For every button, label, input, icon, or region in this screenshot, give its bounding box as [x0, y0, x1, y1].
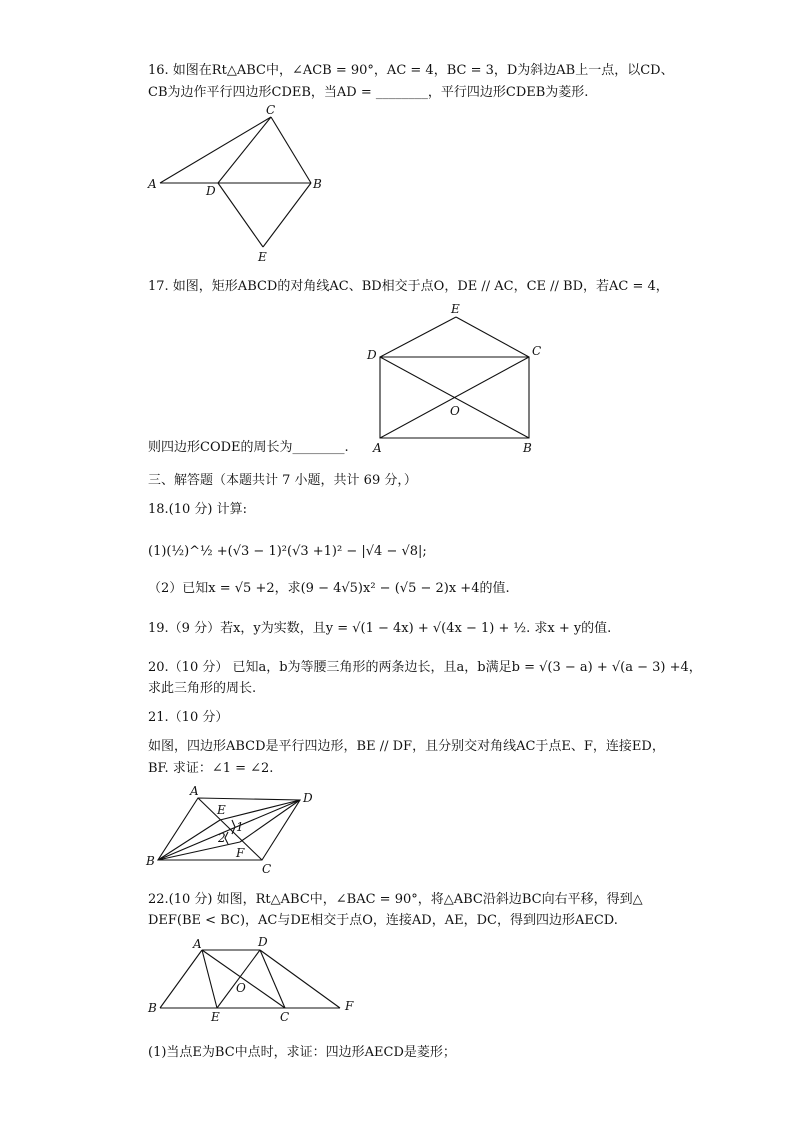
q17-label-a: A	[373, 441, 382, 455]
q17-text-line1: 17. 如图，矩形ABCD的对角线AC、BD相交于点O，DE // AC，CE // BD，若AC = 4，	[148, 279, 669, 294]
q21-text-line2: BF. 求证：∠1 = ∠2.	[148, 761, 274, 776]
q21-title: 21.（10 分）	[148, 710, 229, 725]
q22-figure	[140, 930, 370, 1025]
q17-label-o: O	[450, 404, 460, 418]
q22-part1: (1)当点E为BC中点时，求证：四边形AECD是菱形；	[148, 1045, 456, 1060]
q22-label-b: B	[148, 1001, 157, 1015]
q18-part2: （2）已知x = √5 +2，求(9 − 4√5)x² − (√5 − 2)x +4的值.	[148, 581, 510, 596]
q22-label-o: O	[236, 981, 246, 995]
q22-text-line1: 22.(10 分) 如图，Rt△ABC中，∠BAC = 90°，将△ABC沿斜边BC向右平移，得到△	[148, 892, 643, 907]
q21-text-line1: 如图，四边形ABCD是平行四边形，BE // DF，且分别交对角线AC于点E、F，连接ED，	[148, 739, 665, 754]
q21-label-d: D	[303, 791, 313, 805]
q18-title: 18.(10 分) 计算:	[148, 502, 248, 517]
q17-figure	[360, 300, 550, 460]
q16-label-a: A	[148, 177, 157, 191]
q21-label-a: A	[190, 784, 199, 798]
q22-label-a: A	[193, 937, 202, 951]
q16-label-e: E	[258, 250, 267, 264]
q16-label-b: B	[313, 177, 322, 191]
q20-text-line1: 20.（10 分） 已知a，b为等腰三角形的两条边长，且a，b满足b = √(3 − a) + √(a − 3) +4，	[148, 660, 702, 675]
q17-label-c: C	[532, 344, 542, 358]
q16-figure	[140, 100, 340, 270]
q19-text: 19.（9 分）若x，y为实数，且y = √(1 − 4x) + √(4x − 1) + ½. 求x + y的值.	[148, 621, 612, 636]
section-heading: 三、解答题（本题共计 7 小题，共计 69 分，）	[148, 473, 417, 488]
q20-text-line2: 求此三角形的周长.	[148, 681, 257, 696]
q22-label-e: E	[211, 1010, 220, 1024]
q17-label-e: E	[451, 302, 460, 316]
q21-figure	[140, 780, 330, 880]
q21-label-1: 1	[236, 820, 244, 834]
q22-label-c: C	[280, 1010, 290, 1024]
q22-label-f: F	[345, 999, 354, 1013]
q21-label-c: C	[262, 862, 272, 876]
q21-label-2: 2	[218, 831, 226, 845]
q22-label-d: D	[258, 935, 268, 949]
q17-label-d: D	[367, 348, 377, 362]
q16-label-c: C	[266, 103, 276, 117]
q16-label-d: D	[206, 184, 216, 198]
q21-label-b: B	[146, 854, 155, 868]
q21-label-e: E	[217, 803, 226, 817]
q21-label-f: F	[236, 846, 245, 860]
q18-part1: (1)(½)^½ +(√3 − 1)²(√3 +1)² − |√4 − √8|;	[148, 544, 427, 559]
q17-text-line2: 则四边形CODE的周长为________.	[148, 440, 349, 455]
q16-text-line2: CB为边作平行四边形CDEB，当AD = ________，平行四边形CDEB为菱形.	[148, 85, 589, 100]
q17-label-b: B	[523, 441, 532, 455]
q22-text-line2: DEF(BE < BC)，AC与DE相交于点O，连接AD，AE，DC，得到四边形AECD.	[148, 913, 618, 928]
q16-text-line1: 16. 如图在Rt△ABC中，∠ACB = 90°，AC = 4，BC = 3，D为斜边AB上一点，以CD、	[148, 63, 674, 78]
